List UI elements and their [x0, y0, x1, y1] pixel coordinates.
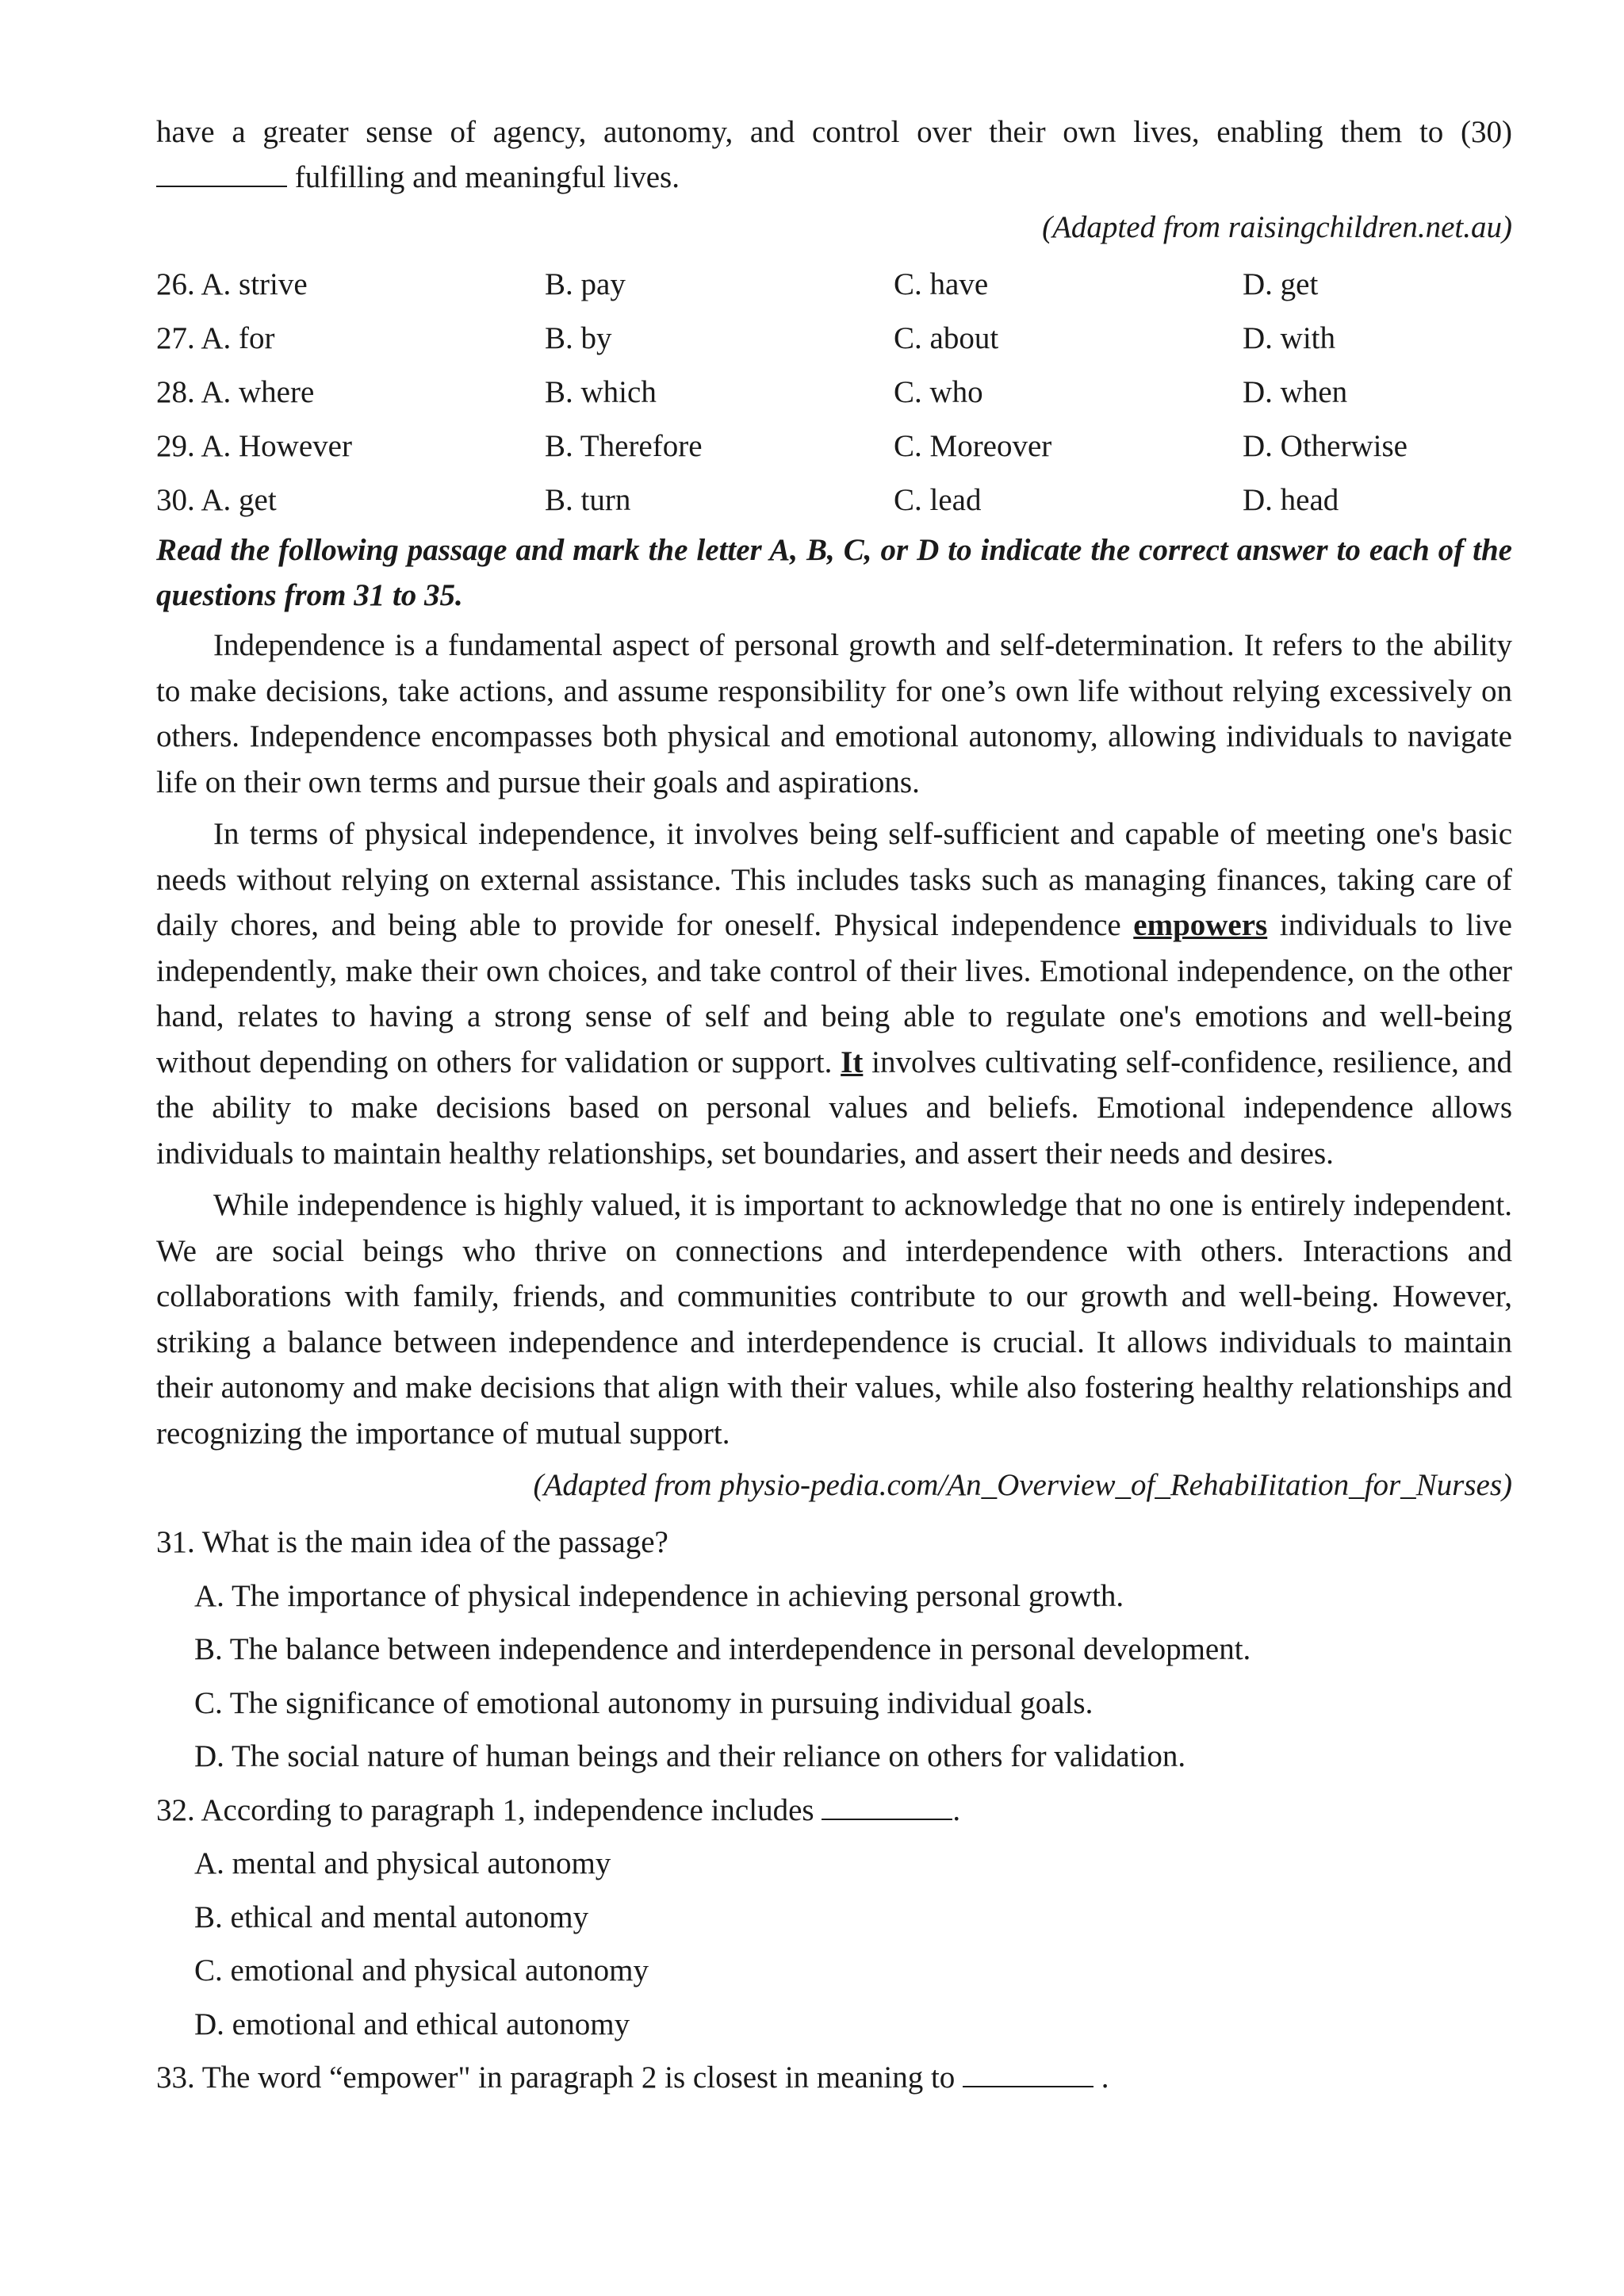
option-b: B. by [545, 321, 612, 355]
option-c: C. about [894, 321, 999, 355]
passage-paragraph-3: While independence is highly valued, it is important to acknowledge that no one is entirely independent. We are social beings who thrive on connections and interdependence with others. Interactions and collaborations with family, friends, and communities contribute to our growth and well-being. However, striking a balance between independence and interdependence is crucial. It allows individuals to maintain their autonomy and make decisions that align with their values, while also fostering healthy relationships and recognizing the importance of mutual support. [156, 1188, 1512, 1451]
passage-paragraph-2 [156, 811, 1512, 1176]
paragraph-text: In terms of physical independence, it involves being self-sufficient and capable of meeting one's basic needs without relying on external assistance. This includes tasks such as managing finances, taking care of daily chores, and being able to provide for oneself. Physical independence [156, 817, 1512, 942]
option-c: C. who [894, 375, 983, 409]
option-row-27 [156, 312, 1512, 366]
passage-tail-line1: have a greater sense of agency, autonomy, and control over their own lives, enabling them to (30) [156, 115, 1512, 149]
paragraph-text: individuals to live independently, make their own choices, and take control of their lives. Emotional independence, on the other hand, relates to having a strong sense of self and being able to regulate one's emotions and well-being without depending on others for validation or support. [156, 908, 1512, 1079]
option-d: D. get [1243, 267, 1319, 301]
question-stem-end: . [952, 1792, 961, 1827]
answer-option-a: A. mental and physical autonomy [194, 1846, 611, 1880]
keyword-empowers: empowers [1133, 908, 1268, 942]
option-a: 28. A. where [156, 375, 315, 409]
option-c: C. lead [894, 483, 982, 517]
answer-option-d: D. emotional and ethical autonomy [194, 2007, 630, 2041]
answer-option-b: B. ethical and mental autonomy [194, 1899, 589, 1934]
answer-blank-30 [156, 162, 287, 187]
question-31 [156, 1516, 1512, 1784]
document-page [156, 109, 1512, 2105]
option-row-28 [156, 366, 1512, 420]
option-d: D. Otherwise [1243, 429, 1408, 463]
option-row-29 [156, 420, 1512, 473]
option-b: B. pay [545, 267, 626, 301]
question-33 [156, 2051, 1512, 2105]
option-row-26 [156, 258, 1512, 312]
option-b: B. Therefore [545, 429, 703, 463]
question-stem [156, 2051, 1512, 2105]
option-b: B. turn [545, 483, 631, 517]
paragraph-text: involves cultivating self-confidence, resilience, and the ability to make decisions based on personal values and beliefs. Emotional independence allows individuals to maintain healthy relationships, set boundaries, and assert their needs and desires. [156, 1045, 1512, 1171]
question-stem [156, 1784, 1512, 1838]
question-stem-text: 33. The word “empower" in paragraph 2 is closest in meaning to [156, 2060, 963, 2095]
answer-option-d: D. The social nature of human beings and their reliance on others for validation. [194, 1739, 1186, 1773]
answer-blank-32 [822, 1795, 952, 1820]
option-c: C. Moreover [894, 429, 1052, 463]
question-stem: 31. What is the main idea of the passage? [156, 1525, 668, 1559]
source-citation-1: (Adapted from raisingchildren.net.au) [1042, 210, 1512, 244]
passage-tail-line2 [156, 155, 1512, 200]
answer-option-a: A. The importance of physical independence in achieving personal growth. [194, 1578, 1124, 1613]
option-a: 27. A. for [156, 321, 275, 355]
answer-option-c: C. emotional and physical autonomy [194, 1953, 649, 1987]
cloze-options [156, 258, 1512, 527]
question-stem-end: . [1094, 2060, 1109, 2095]
option-a: 30. A. get [156, 483, 277, 517]
option-d: D. when [1243, 375, 1348, 409]
keyword-it: It [841, 1045, 864, 1079]
option-d: D. with [1243, 321, 1335, 355]
passage-tail-text: fulfilling and meaningful lives. [287, 160, 680, 194]
question-32 [156, 1784, 1512, 2052]
question-stem-text: 32. According to paragraph 1, independence includes [156, 1792, 822, 1827]
answer-option-b: B. The balance between independence and interdependence in personal development. [194, 1632, 1251, 1666]
section-instruction: Read the following passage and mark the letter A, B, C, or D to indicate the correct answer to each of the questions from 31 to 35. [156, 533, 1512, 612]
answer-option-c: C. The significance of emotional autonomy in pursuing individual goals. [194, 1685, 1094, 1720]
option-c: C. have [894, 267, 989, 301]
source-citation-2: (Adapted from physio-pedia.com/An_Overview_of_RehabiIitation_for_Nurses) [533, 1468, 1512, 1502]
option-a: 26. A. strive [156, 267, 308, 301]
option-b: B. which [545, 375, 657, 409]
option-a: 29. A. However [156, 429, 352, 463]
passage-paragraph-1: Independence is a fundamental aspect of personal growth and self-determination. It refers to the ability to make decisions, take actions, and assume responsibility for one’s own life without relying excessively on others. Independence encompasses both physical and emotional autonomy, allowing individuals to navigate life on their own terms and pursue their goals and aspirations. [156, 628, 1512, 799]
option-row-30 [156, 473, 1512, 527]
answer-blank-33 [963, 2062, 1094, 2087]
option-d: D. head [1243, 483, 1339, 517]
